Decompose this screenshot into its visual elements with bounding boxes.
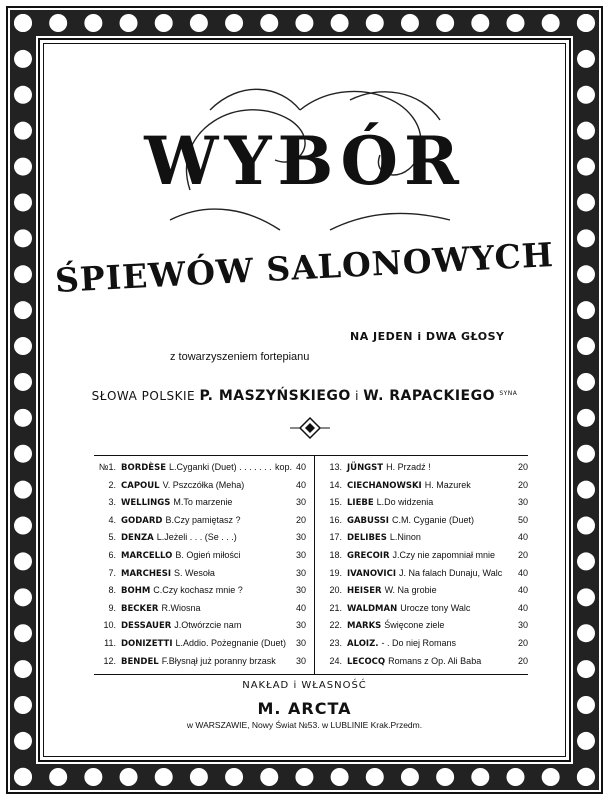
song-composer: GRECOIR [347, 551, 390, 561]
song-number: 11. [104, 638, 116, 648]
song-number: 8. [108, 585, 116, 596]
song-list-item [320, 568, 528, 584]
song-title: J. Na falach Dunaju, Walc [399, 567, 503, 578]
song-composer: WELLINGS [121, 498, 171, 509]
column-divider [314, 456, 315, 674]
song-title: H. Mazurek [424, 479, 471, 490]
words-and: i [355, 389, 359, 403]
song-price: 30 [517, 620, 528, 631]
song-price: 40 [517, 585, 528, 596]
song-list [94, 455, 528, 675]
song-price: 20 [517, 479, 528, 490]
song-number: 21. [329, 602, 342, 613]
song-list-item [320, 497, 528, 513]
song-list-item [94, 462, 306, 478]
song-price: 20 [517, 550, 528, 560]
song-title: V. Pszczółka (Meha) [162, 479, 245, 490]
song-number: 6. [108, 550, 116, 560]
song-composer: LECOCQ [347, 656, 386, 667]
author-suffix: SYNA [499, 390, 518, 397]
song-title: L.Addio. Pożegnanie (Duet) [175, 638, 287, 648]
song-list-item [94, 532, 306, 548]
song-composer: DONIZETTI [121, 639, 173, 649]
song-list-item [94, 638, 306, 654]
song-composer: IVANOVICI [347, 568, 396, 579]
song-composer: LIEBE [347, 498, 374, 509]
song-title: Święcone ziele [384, 620, 445, 631]
song-number: 9. [108, 602, 116, 613]
song-composer: JÜNGST [347, 463, 384, 473]
song-price: 30 [295, 532, 306, 543]
song-price: 20 [517, 655, 528, 666]
song-price: 20 [295, 514, 306, 525]
song-price: 30 [295, 638, 306, 648]
words-prefix: SŁOWA POLSKIE [91, 389, 196, 403]
song-price: 20 [517, 638, 528, 648]
song-number: 23. [329, 638, 342, 648]
song-title: M.To marzenie [173, 497, 233, 508]
song-composer: CIECHANOWSKI [347, 480, 422, 491]
song-composer: MARKS [347, 621, 382, 632]
song-number: 24. [329, 655, 342, 666]
song-list-item [320, 550, 528, 566]
song-number: 22. [329, 620, 342, 631]
song-title: Urocze tony Walc [400, 602, 471, 613]
song-composer: DESSAUER [121, 621, 172, 632]
song-number: 13. [329, 462, 342, 472]
song-composer: CAPOUL [121, 480, 160, 491]
song-title: B. Ogień miłości [175, 550, 241, 560]
song-list-item [320, 620, 528, 636]
song-composer: MARCELLO [121, 551, 173, 561]
song-list-item [320, 638, 528, 654]
song-list-item [320, 462, 528, 478]
song-price: 30 [295, 550, 306, 560]
song-price: 40 [295, 479, 306, 490]
song-number: 7. [108, 567, 116, 578]
author-maszynski: P. MASZYŃSKIEGO [199, 388, 351, 404]
publisher-address: w WARSZAWIE, Nowy Świat №53. w LUBLINIE Krak.Przedm. [186, 720, 423, 730]
voices-line: NA JEDEN i DWA GŁOSY [350, 330, 505, 343]
song-number: 19. [329, 567, 342, 578]
song-list-item [320, 480, 528, 496]
song-title: S. Wesoła [174, 567, 215, 578]
song-price: 30 [295, 497, 306, 508]
song-composer: GABUSSI [347, 515, 389, 526]
song-title: B.Czy pamiętasz ? [165, 514, 241, 525]
song-price: 20 [517, 462, 528, 472]
publisher-name: M. ARCTA [257, 699, 352, 718]
song-number: 17. [329, 532, 342, 543]
song-title: J.Otwórzcie nam [174, 620, 242, 631]
price-unit: kop. [274, 462, 292, 472]
song-list-item [320, 532, 528, 548]
song-title: W. Na grobie [384, 585, 437, 596]
song-price: 40 [517, 567, 528, 578]
song-list-item [94, 497, 306, 513]
song-price: 30 [295, 655, 306, 666]
song-composer: GODARD [121, 515, 163, 526]
song-number: 3. [108, 497, 116, 508]
song-list-item [94, 620, 306, 636]
song-title: F.Błysnął już poranny brzask [161, 655, 276, 666]
song-number: 18. [329, 550, 342, 560]
song-composer: WALDMAN [347, 603, 398, 614]
song-list-item [94, 515, 306, 531]
subtitle: ŚPIEWÓW SALONOWYCH [54, 234, 555, 301]
song-number: 12. [103, 655, 116, 666]
song-title: Romans z Op. Ali Baba [388, 655, 482, 666]
song-list-item [94, 550, 306, 566]
song-title: L.Do widzenia [376, 497, 434, 508]
song-composer: BOHM [121, 586, 151, 597]
song-composer: ALOIZ. [347, 639, 379, 649]
song-title: H. Przadź ! [386, 462, 431, 472]
song-composer: DELIBES [347, 533, 387, 544]
song-price: 50 [517, 514, 528, 525]
song-number: 10. [103, 620, 116, 631]
song-number: 14. [329, 479, 342, 490]
song-list-item [94, 480, 306, 496]
song-list-item [320, 656, 528, 672]
diamond-ornament-icon [290, 416, 330, 440]
song-list-item [320, 585, 528, 601]
song-title: L.Jeżeli . . . (Se . . .) [156, 532, 237, 543]
song-price: 40 [517, 532, 528, 543]
song-number: 2. [108, 479, 116, 490]
song-number: 20. [329, 585, 342, 596]
song-title: L.Ninon [389, 532, 421, 543]
song-number: 5. [108, 532, 116, 543]
song-composer: MARCHESI [121, 568, 172, 579]
song-list-item [94, 585, 306, 601]
song-composer: BECKER [121, 603, 159, 614]
song-price: 40 [517, 602, 528, 613]
song-composer: DENZA [121, 533, 154, 544]
song-price: 30 [295, 585, 306, 596]
main-title: WYBÓR [144, 122, 465, 200]
author-rapacki: W. RAPACKIEGO [363, 388, 495, 404]
song-number: 4. [108, 514, 116, 525]
song-price: 30 [295, 620, 306, 631]
accompaniment-line: z towarzyszeniem fortepianu [170, 351, 310, 363]
song-list-item [94, 656, 306, 672]
song-list-item [94, 568, 306, 584]
song-price: 40 [295, 462, 306, 472]
song-title: L.Cyganki (Duet) . . . . . . . [169, 462, 272, 472]
song-title: - . Do niej Romans [381, 638, 457, 648]
song-title: J.Czy nie zapomniał mnie [392, 550, 496, 560]
song-price: 30 [517, 497, 528, 508]
song-price: 30 [295, 567, 306, 578]
song-composer: HEISER [347, 586, 382, 597]
song-number: 16. [329, 514, 342, 525]
song-title: R.Wiosna [161, 602, 201, 613]
song-composer: BORDÈSE [121, 463, 167, 473]
song-price: 40 [295, 602, 306, 613]
song-number: 15. [329, 497, 342, 508]
lyrics-credit [0, 388, 609, 404]
publisher-heading: NAKŁAD i WŁASNOŚĆ [242, 680, 367, 691]
song-title: C.M. Cyganie (Duet) [391, 514, 474, 525]
song-list-item [94, 603, 306, 619]
song-number: №1. [98, 462, 116, 472]
song-list-item [320, 603, 528, 619]
song-composer: BENDEL [121, 656, 159, 667]
song-title: C.Czy kochasz mnie ? [153, 585, 243, 596]
song-list-item [320, 515, 528, 531]
